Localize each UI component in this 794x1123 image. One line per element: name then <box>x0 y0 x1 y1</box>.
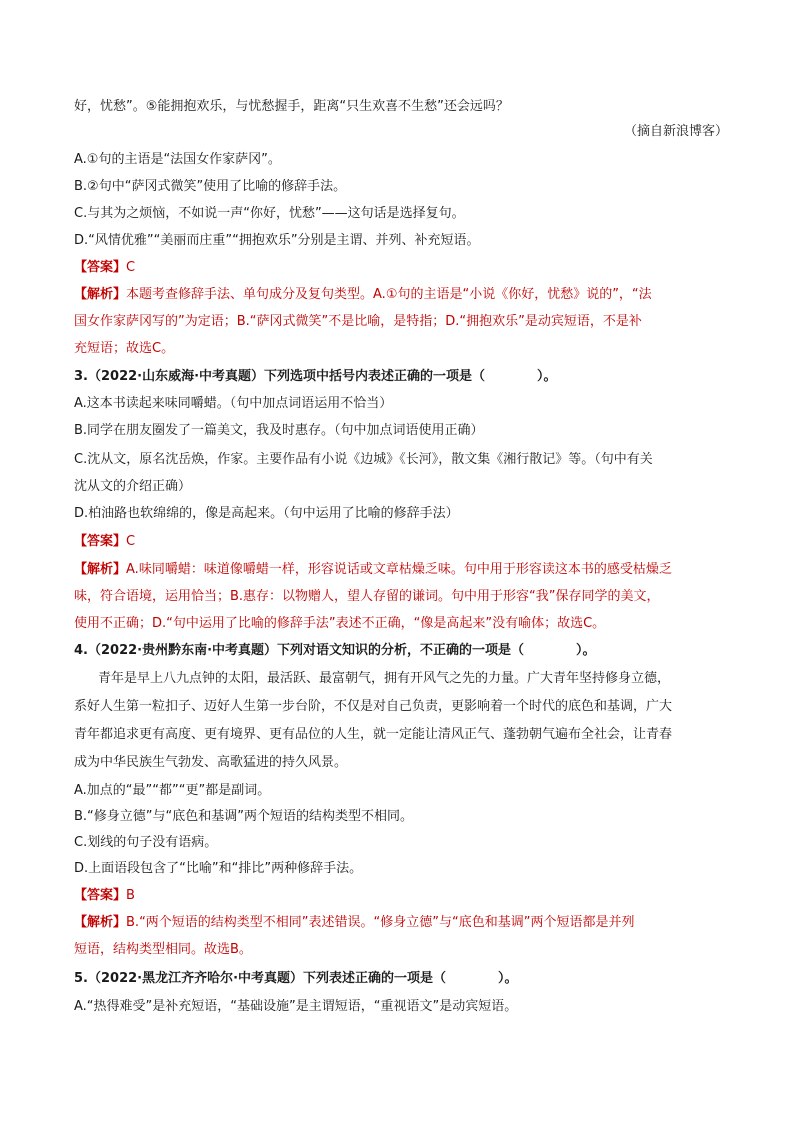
q3-option-b: B.同学在朋友圈发了一篇美文，我及时惠存。（句中加点词语使用正确） <box>74 423 484 438</box>
answer-tag: 【答案】 <box>74 888 127 903</box>
q4-option-c: C.划线的句子没有语病。 <box>74 835 218 850</box>
q2-analysis-line: 充短语；故选C。 <box>74 341 175 356</box>
answer-value: C <box>126 534 136 549</box>
q4-option-a: A.加点的“最”“都”“更”都是副词。 <box>74 783 271 798</box>
q2-option-a: A.①句的主语是“法国女作家萨冈”。 <box>74 152 281 167</box>
q4-stem: 4.（2022·贵州黔东南·中考真题）下列对语文知识的分析，不正确的一项是（ ）。 <box>74 643 596 658</box>
q2-analysis-line: 【解析】本题考查修辞手法、单句成分及复句类型。A.①句的主语是“小说《你好，忧愁》说的”，“法 <box>74 287 652 302</box>
q4-analysis-line: 短语，结构类型相同。故选B。 <box>74 942 252 957</box>
source-citation: （摘自新浪博客） <box>623 124 728 139</box>
answer-tag: 【答案】 <box>74 260 127 275</box>
q3-analysis-line: 味，符合语境，运用恰当；B.惠存：以物赠人，望人存留的谦词。句中用于形容“我”保存同学的美文， <box>74 589 660 604</box>
q3-analysis-line: 【解析】A.味同嚼蜡：味道像嚼蜡一样，形容说话或文章枯燥乏味。句中用于形容读这本书的感受枯燥乏 <box>74 562 672 577</box>
q3-analysis-line: 使用不正确；D.“句中运用了比喻的修辞手法”表述不正确，“像是高起来”没有喻体；故选C。 <box>74 616 606 631</box>
answer-value: B <box>126 888 135 903</box>
q4-passage-line: 系好人生第一粒扣子、迈好人生第一步台阶，不仅是对自己负责，更影响着一个时代的底色和基调，广大 <box>74 699 673 714</box>
q3-option-a: A.这本书读起来味同嚼蜡。（句中加点词语运用不恰当） <box>74 396 393 411</box>
q3-option-d: D.柏油路也软绵绵的，像是高起来。（句中运用了比喻的修辞手法） <box>74 506 459 521</box>
answer-tag: 【答案】 <box>74 534 127 549</box>
q3-stem: 3.（2022·山东威海·中考真题）下列选项中括号内表述正确的一项是（ ）。 <box>74 369 557 384</box>
q4-option-b: B.“修身立德”与“底色和基调”两个短语的结构类型不相同。 <box>74 809 413 824</box>
q2-option-c: C.与其为之烦恼，不如说一声“你好，忧愁”——这句话是选择复句。 <box>74 206 465 221</box>
q2-answer <box>74 259 135 277</box>
q3-answer <box>74 533 135 551</box>
q3-option-c-cont: 沈从文的介绍正确） <box>74 479 192 494</box>
analysis-tag: 【解析】 <box>74 287 127 302</box>
q2-option-d: D.“风情优雅”“美丽而庄重”“拥抱欢乐”分别是主谓、并列、补充短语。 <box>74 233 480 248</box>
q4-option-d: D.上面语段包含了“比喻”和“排比”两种修辞手法。 <box>74 861 363 876</box>
q3-option-c: C.沈从文，原名沈岳焕，作家。主要作品有小说《边城》《长河》，散文集《湘行散记》等。（句中有关 <box>74 452 653 467</box>
q2-option-b: B.②句中“萨冈式微笑”使用了比喻的修辞手法。 <box>74 179 347 194</box>
q4-passage-line: 青年都追求更有高度、更有境界、更有品位的人生，就一定能让清风正气、蓬勃朝气遍布全社会，让青春 <box>74 727 673 742</box>
q2-analysis-line: 国女作家萨冈写的”为定语；B.“萨冈式微笑”不是比喻，是特指；D.“拥抱欢乐”是动宾短语，不是补 <box>74 314 642 329</box>
analysis-tag: 【解析】 <box>74 562 127 577</box>
answer-value: C <box>126 260 136 275</box>
passage-end: 好，忧愁”。⑤能拥抱欢乐，与忧愁握手，距离“只生欢喜不生愁”还会远吗？ <box>74 99 509 114</box>
q5-option-a: A.“热得难受”是补充短语，“基础设施”是主谓短语，“重视语文”是动宾短语。 <box>74 999 518 1014</box>
q5-stem: 5.（2022·黑龙江齐齐哈尔·中考真题）下列表述正确的一项是（ ）。 <box>74 971 518 986</box>
analysis-tag: 【解析】 <box>74 915 127 930</box>
q4-passage-line: 成为中华民族生气勃发、高歌猛进的持久风景。 <box>74 755 348 770</box>
q4-answer <box>74 887 135 905</box>
q4-passage-line: 青年是早上八九点钟的太阳，最活跃、最富朝气，拥有开风气之先的力量。广大青年坚持修身立德， <box>98 671 671 686</box>
q4-analysis-line: 【解析】B.“两个短语的结构类型不相同”表述错误。“修身立德”与“底色和基调”两个短语都是并列 <box>74 915 635 930</box>
